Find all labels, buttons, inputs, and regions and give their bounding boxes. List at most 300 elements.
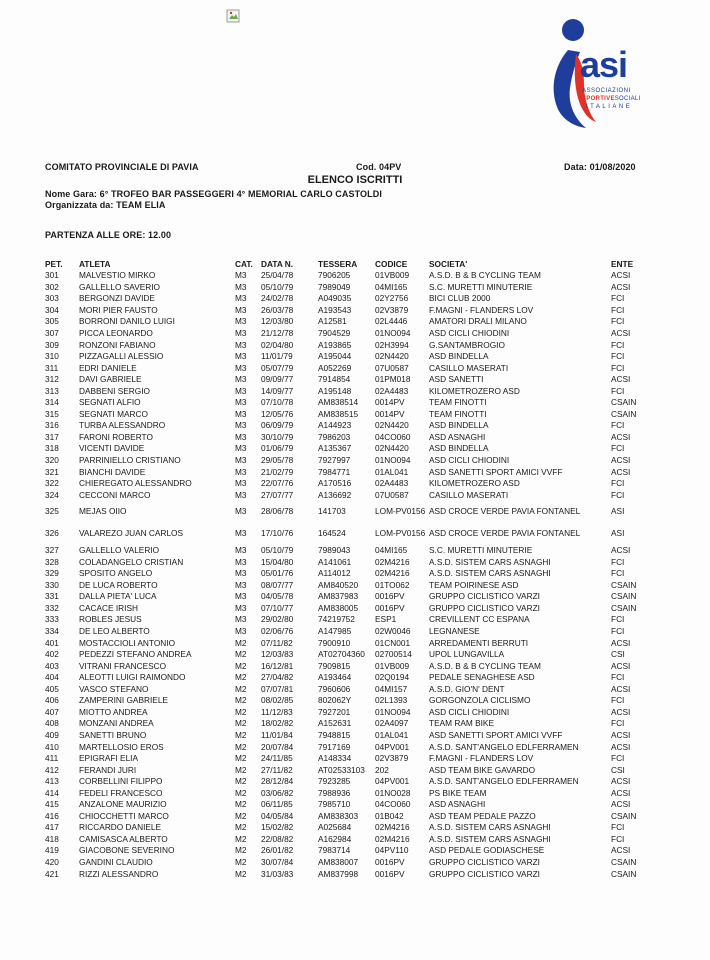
- cell-atleta: RIZZI ALESSANDRO: [79, 868, 159, 879]
- cell-data-nascita: 11/01/84: [261, 729, 293, 740]
- cell-pet: 411: [45, 753, 59, 764]
- cell-pet: 332: [45, 602, 59, 613]
- cell-codice: 04CO060: [375, 431, 411, 442]
- cell-tessera: 7948815: [318, 729, 351, 740]
- cell-codice: 01AL041: [375, 729, 409, 740]
- table-row: [45, 305, 665, 317]
- table-row: [45, 684, 665, 696]
- cell-societa: A.S.D. SISTEM CARS ASNAGHI: [429, 568, 551, 579]
- table-row: [45, 397, 665, 409]
- cell-codice: 01PM018: [375, 374, 411, 385]
- cell-codice: 02M4216: [375, 822, 410, 833]
- cell-codice: 02Q0194: [375, 672, 410, 683]
- cell-data-nascita: 29/05/78: [261, 455, 294, 466]
- cell-atleta: VICENTI DAVIDE: [79, 443, 145, 454]
- cell-atleta: MOSTACCIOLI ANTONIO: [79, 637, 176, 648]
- table-row: [45, 857, 665, 869]
- asi-logo-line3: ITALIANE: [586, 104, 633, 110]
- cell-societa: A.S.D. SISTEM CARS ASNAGHI: [429, 556, 551, 567]
- cell-ente: ACSI: [611, 637, 631, 648]
- cell-tessera: AM838007: [318, 856, 359, 867]
- organizer: Organizzata da: TEAM ELIA: [45, 200, 166, 210]
- cell-societa: F.MAGNI - FLANDERS LOV: [429, 753, 534, 764]
- table-row: [45, 764, 665, 776]
- cell-societa: UPOL LUNGAVILLA: [429, 649, 505, 660]
- cell-data-nascita: 05/01/76: [261, 568, 294, 579]
- cell-data-nascita: 11/12/83: [261, 706, 293, 717]
- cell-ente: ACSI: [611, 706, 631, 717]
- cell-ente: FCI: [611, 614, 625, 625]
- cell-data-nascita: 27/07/77: [261, 489, 294, 500]
- cell-pet: 401: [45, 637, 59, 648]
- asi-logo-line2b: SOCIALI: [614, 96, 641, 102]
- cell-ente: ACSI: [611, 270, 631, 281]
- cell-tessera: 7983714: [318, 845, 351, 856]
- cell-pet: 334: [45, 626, 59, 637]
- cell-tessera: 802062Y: [318, 695, 352, 706]
- cell-ente: ACSI: [611, 455, 631, 466]
- table-row: [45, 316, 665, 328]
- cell-societa: AMATORI DRALI MILANO: [429, 316, 527, 327]
- cell-tessera: 7904529: [318, 328, 351, 338]
- cell-cat: M3: [235, 556, 247, 567]
- cell-societa: ASD SANETTI SPORT AMICI VVFF: [429, 466, 563, 477]
- cell-ente: CSAIN: [611, 868, 637, 879]
- cell-data-nascita: 26/01/82: [261, 845, 294, 856]
- cell-societa: ASD TEAM BIKE GAVARDO: [429, 764, 536, 775]
- cell-cat: M3: [235, 579, 247, 590]
- cell-tessera: 7960606: [318, 683, 351, 694]
- table-row: [45, 695, 665, 707]
- cell-pet: 320: [45, 455, 59, 466]
- cell-codice: 02W0046: [375, 626, 411, 637]
- cell-pet: 331: [45, 591, 59, 602]
- cell-data-nascita: 30/07/84: [261, 856, 294, 867]
- cell-tessera: 7927201: [318, 706, 351, 717]
- cell-atleta: GALLELLO VALERIO: [79, 545, 160, 556]
- cell-codice: 02V3879: [375, 304, 409, 315]
- cell-codice: 01TO062: [375, 579, 410, 590]
- cell-codice: 02L1393: [375, 695, 408, 706]
- asi-logo: [546, 14, 656, 134]
- cell-atleta: DABBENI SERGIO: [79, 385, 151, 396]
- cell-pet: 418: [45, 833, 59, 844]
- cell-societa: S.C. MURETTI MINUTERIE: [429, 281, 533, 292]
- col-header-pet: PET.: [45, 259, 63, 269]
- table-row: [45, 672, 665, 684]
- cell-societa: ASD BINDELLA: [429, 351, 489, 362]
- table-header-row: [45, 258, 665, 270]
- cell-data-nascita: 01/06/79: [261, 443, 294, 454]
- cell-ente: FCI: [611, 362, 625, 373]
- cell-societa: ASD CICLI CHIODINI: [429, 328, 510, 338]
- cell-ente: FCI: [611, 478, 625, 489]
- cell-ente: FCI: [611, 718, 625, 729]
- cell-data-nascita: 08/07/77: [261, 579, 294, 590]
- cell-data-nascita: 05/10/79: [261, 281, 294, 292]
- cell-data-nascita: 22/07/76: [261, 478, 294, 489]
- cell-codice: 0016PV: [375, 591, 405, 602]
- table-body: [45, 270, 665, 880]
- cell-societa: ASD PEDALE GODIASCHESE: [429, 845, 545, 856]
- cell-ente: ACSI: [611, 787, 631, 798]
- cell-atleta: FARONI ROBERTO: [79, 431, 153, 442]
- cell-data-nascita: 06/09/79: [261, 420, 294, 431]
- cell-atleta: SPOSITO ANGELO: [79, 568, 153, 579]
- cell-data-nascita: 15/04/80: [261, 556, 294, 567]
- cell-cat: M2: [235, 810, 247, 821]
- cell-societa: ASD SANETTI: [429, 374, 484, 385]
- cell-societa: ARREDAMENTI BERRUTI: [429, 637, 529, 648]
- cell-ente: ACSI: [611, 660, 631, 671]
- cell-atleta: SEGNATI ALFIO: [79, 397, 141, 408]
- table-row: [45, 822, 665, 834]
- cell-pet: 324: [45, 489, 59, 500]
- cell-data-nascita: 07/10/78: [261, 397, 294, 408]
- cell-ente: FCI: [611, 304, 625, 315]
- cell-ente: FCI: [611, 753, 625, 764]
- cell-pet: 417: [45, 822, 59, 833]
- cell-atleta: CHIOCCHETTI MARCO: [79, 810, 169, 821]
- cell-ente: FCI: [611, 672, 625, 683]
- cell-codice: 01NO028: [375, 787, 411, 798]
- cell-pet: 327: [45, 545, 59, 556]
- cell-cat: M3: [235, 328, 247, 338]
- cell-pet: 407: [45, 706, 59, 717]
- cell-tessera: AT02533103: [318, 764, 365, 775]
- cell-ente: CSAIN: [611, 602, 637, 613]
- cell-societa: ASD CICLI CHIODINI: [429, 455, 510, 466]
- table-row: [45, 374, 665, 386]
- cell-ente: FCI: [611, 351, 625, 362]
- cell-ente: CSAIN: [611, 579, 637, 590]
- cell-atleta: BORRONI DANILO LUIGI: [79, 316, 175, 327]
- cell-cat: M2: [235, 637, 247, 648]
- cell-ente: FCI: [611, 293, 625, 304]
- cell-tessera: 7988936: [318, 787, 351, 798]
- cell-pet: 414: [45, 787, 59, 798]
- cell-codice: 01CN001: [375, 637, 411, 648]
- cell-pet: 406: [45, 695, 59, 706]
- table-row: [45, 501, 665, 523]
- cell-ente: FCI: [611, 626, 625, 637]
- table-row: [45, 707, 665, 719]
- cell-cat: M3: [235, 270, 247, 281]
- cell-tessera: 141703: [318, 506, 346, 517]
- cell-codice: 01NO094: [375, 706, 411, 717]
- cell-data-nascita: 28/06/78: [261, 506, 294, 517]
- cell-pet: 333: [45, 614, 59, 625]
- cell-pet: 307: [45, 328, 59, 338]
- cell-data-nascita: 02/06/76: [261, 626, 294, 637]
- table-row: [45, 466, 665, 478]
- table-row: [45, 626, 665, 638]
- table-row: [45, 328, 665, 340]
- cell-ente: ACSI: [611, 431, 631, 442]
- table-row: [45, 409, 665, 421]
- cell-ente: ACSI: [611, 683, 631, 694]
- cell-codice: 02A4483: [375, 478, 409, 489]
- cell-codice: 04PV001: [375, 776, 410, 787]
- cell-cat: M3: [235, 528, 247, 539]
- cell-ente: FCI: [611, 489, 625, 500]
- cell-codice: 04MI165: [375, 545, 408, 556]
- cell-societa: GRUPPO CICLISTICO VARZI: [429, 602, 540, 613]
- cell-atleta: ROBLES JESUS: [79, 614, 142, 625]
- cell-pet: 328: [45, 556, 59, 567]
- cell-tessera: A12581: [318, 316, 347, 327]
- cell-societa: PEDALE SENAGHESE ASD: [429, 672, 535, 683]
- cell-pet: 314: [45, 397, 59, 408]
- list-date: Data: 01/08/2020: [564, 162, 636, 172]
- table-row: [45, 293, 665, 305]
- cell-data-nascita: 07/11/82: [261, 637, 293, 648]
- cell-ente: FCI: [611, 695, 625, 706]
- cell-societa: LEGNANESE: [429, 626, 480, 637]
- cell-cat: M3: [235, 626, 247, 637]
- cell-codice: 02V3879: [375, 753, 409, 764]
- cell-pet: 330: [45, 579, 59, 590]
- cell-data-nascita: 26/03/78: [261, 304, 294, 315]
- table-row: [45, 270, 665, 282]
- cell-pet: 310: [45, 351, 59, 362]
- cell-data-nascita: 05/10/79: [261, 545, 294, 556]
- cell-data-nascita: 15/02/82: [261, 822, 294, 833]
- cell-cat: M3: [235, 545, 247, 556]
- cell-data-nascita: 16/12/81: [261, 660, 294, 671]
- cell-societa: GRUPPO CICLISTICO VARZI: [429, 856, 540, 867]
- col-header-ente: ENTE: [611, 259, 634, 269]
- cell-pet: 325: [45, 506, 59, 517]
- cell-ente: FCI: [611, 339, 625, 350]
- cell-tessera: AT02704360: [318, 649, 365, 660]
- table-row: [45, 614, 665, 626]
- cell-atleta: VITRANI FRANCESCO: [79, 660, 167, 671]
- cell-codice: 0014PV: [375, 397, 405, 408]
- asi-logo-text: asi: [580, 44, 628, 85]
- cell-pet: 410: [45, 741, 59, 752]
- cell-societa: ASD SANETTI SPORT AMICI VVFF: [429, 729, 563, 740]
- cell-societa: TEAM RAM BIKE: [429, 718, 495, 729]
- cell-atleta: DAVI GABRIELE: [79, 374, 142, 385]
- cell-societa: A.S.D. GIO'N' DENT: [429, 683, 505, 694]
- cell-atleta: EPIGRAFI ELIA: [79, 753, 139, 764]
- cell-pet: 305: [45, 316, 59, 327]
- cell-atleta: CORBELLINI FILIPPO: [79, 776, 163, 787]
- start-time: PARTENZA ALLE ORE: 12.00: [45, 230, 172, 240]
- table-row: [45, 718, 665, 730]
- cell-cat: M2: [235, 868, 247, 879]
- cell-ente: FCI: [611, 443, 625, 454]
- cell-cat: M3: [235, 385, 247, 396]
- cell-data-nascita: 20/07/84: [261, 741, 294, 752]
- cell-codice: 04CO060: [375, 799, 411, 810]
- cell-atleta: MALVESTIO MIRKO: [79, 270, 156, 281]
- table-row: [45, 432, 665, 444]
- cell-cat: M2: [235, 753, 247, 764]
- cell-tessera: 7927997: [318, 455, 351, 466]
- cell-codice: 07U0587: [375, 362, 409, 373]
- col-header-tessera: TESSERA: [318, 259, 358, 269]
- cell-societa: A.S.D. SISTEM CARS ASNAGHI: [429, 833, 551, 844]
- cell-pet: 402: [45, 649, 59, 660]
- cell-societa: ASD BINDELLA: [429, 420, 489, 431]
- cell-data-nascita: 22/08/82: [261, 833, 294, 844]
- cell-pet: 421: [45, 868, 59, 879]
- cell-data-nascita: 06/11/85: [261, 799, 293, 810]
- cell-atleta: CHIEREGATO ALESSANDRO: [79, 478, 192, 489]
- cell-cat: M3: [235, 602, 247, 613]
- cell-cat: M2: [235, 672, 247, 683]
- cell-data-nascita: 21/02/79: [261, 466, 294, 477]
- table-row: [45, 568, 665, 580]
- cell-atleta: SANETTI BRUNO: [79, 729, 147, 740]
- cell-codice: 02Y2756: [375, 293, 409, 304]
- cell-ente: CSAIN: [611, 810, 637, 821]
- cell-codice: 04MI165: [375, 281, 408, 292]
- table-row: [45, 834, 665, 846]
- cell-ente: FCI: [611, 385, 625, 396]
- cell-atleta: MARTELLOSIO EROS: [79, 741, 164, 752]
- table-row: [45, 489, 665, 501]
- cell-tessera: 74219752: [318, 614, 355, 625]
- cell-codice: LOM-PV0156: [375, 506, 426, 517]
- cell-codice: 01NO094: [375, 328, 411, 338]
- cell-pet: 415: [45, 799, 59, 810]
- cell-pet: 317: [45, 431, 59, 442]
- col-header-codice: CODICE: [375, 259, 408, 269]
- cell-codice: 02N4420: [375, 420, 409, 431]
- cell-data-nascita: 08/02/85: [261, 695, 294, 706]
- cell-codice: 02L4446: [375, 316, 408, 327]
- cell-atleta: CAMISASCA ALBERTO: [79, 833, 168, 844]
- cell-codice: 04PV110: [375, 845, 409, 856]
- cell-pet: 322: [45, 478, 59, 489]
- table-row: [45, 787, 665, 799]
- cell-ente: CSAIN: [611, 591, 637, 602]
- cell-pet: 420: [45, 856, 59, 867]
- cell-data-nascita: 21/12/78: [261, 328, 294, 338]
- cell-pet: 403: [45, 660, 59, 671]
- registrations-table: [45, 258, 665, 880]
- cell-atleta: CECCONI MARCO: [79, 489, 151, 500]
- cell-tessera: AM837998: [318, 868, 359, 879]
- cell-pet: 409: [45, 729, 59, 740]
- cell-cat: M2: [235, 729, 247, 740]
- cell-cat: M3: [235, 506, 247, 517]
- cell-tessera: AM837983: [318, 591, 359, 602]
- cell-codice: 02A4483: [375, 385, 409, 396]
- cell-codice: 02A4097: [375, 718, 409, 729]
- cell-tessera: A136692: [318, 489, 352, 500]
- cell-cat: M3: [235, 420, 247, 431]
- cell-data-nascita: 07/07/81: [261, 683, 294, 694]
- cell-tessera: A170516: [318, 478, 352, 489]
- cell-tessera: A049035: [318, 293, 352, 304]
- cell-societa: KILOMETROZERO ASD: [429, 385, 520, 396]
- cell-ente: FCI: [611, 316, 625, 327]
- table-row: [45, 649, 665, 661]
- cell-codice: 01NO094: [375, 455, 411, 466]
- cell-tessera: A193543: [318, 304, 352, 315]
- table-row: [45, 362, 665, 374]
- cell-data-nascita: 27/04/82: [261, 672, 294, 683]
- cell-ente: FCI: [611, 420, 625, 431]
- cell-tessera: A195044: [318, 351, 352, 362]
- table-row: [45, 339, 665, 351]
- cell-ente: FCI: [611, 556, 625, 567]
- table-row: [45, 603, 665, 615]
- cell-pet: 408: [45, 718, 59, 729]
- cell-tessera: AM838005: [318, 602, 359, 613]
- cell-tessera: A193464: [318, 672, 352, 683]
- cell-societa: ASD CROCE VERDE PAVIA FONTANEL: [429, 506, 581, 517]
- table-row: [45, 637, 665, 649]
- cell-cat: M2: [235, 799, 247, 810]
- table-row: [45, 741, 665, 753]
- cell-data-nascita: 12/05/76: [261, 408, 294, 419]
- cell-ente: ACSI: [611, 845, 631, 856]
- cell-ente: CSAIN: [611, 856, 637, 867]
- cell-pet: 302: [45, 281, 59, 292]
- cell-codice: 01B042: [375, 810, 404, 821]
- cell-data-nascita: 09/09/77: [261, 374, 294, 385]
- table-row: [45, 799, 665, 811]
- cell-data-nascita: 24/11/85: [261, 753, 293, 764]
- cell-ente: FCI: [611, 568, 625, 579]
- cell-ente: ACSI: [611, 374, 631, 385]
- cell-cat: M3: [235, 478, 247, 489]
- cell-atleta: SEGNATI MARCO: [79, 408, 148, 419]
- cell-societa: A.S.D. SISTEM CARS ASNAGHI: [429, 822, 551, 833]
- cell-data-nascita: 11/01/79: [261, 351, 293, 362]
- cell-atleta: ZAMPERINI GABRIELE: [79, 695, 168, 706]
- cell-cat: M2: [235, 718, 247, 729]
- cell-ente: FCI: [611, 833, 625, 844]
- cell-codice: 02H3994: [375, 339, 409, 350]
- cell-data-nascita: 30/10/79: [261, 431, 294, 442]
- cell-codice: 02N4420: [375, 351, 409, 362]
- cell-societa: GRUPPO CICLISTICO VARZI: [429, 591, 540, 602]
- cell-atleta: PEDEZZI STEFANO ANDREA: [79, 649, 192, 660]
- cell-atleta: TURBA ALESSANDRO: [79, 420, 166, 431]
- cell-cat: M2: [235, 660, 247, 671]
- cell-atleta: GANDINI CLAUDIO: [79, 856, 153, 867]
- cell-pet: 405: [45, 683, 59, 694]
- table-row: [45, 455, 665, 467]
- cell-cat: M3: [235, 374, 247, 385]
- cell-codice: 0016PV: [375, 868, 405, 879]
- cell-cat: M3: [235, 455, 247, 466]
- cell-tessera: AM838303: [318, 810, 359, 821]
- committee-code: Cod. 04PV: [356, 162, 402, 172]
- cell-atleta: FERANDI JURI: [79, 764, 137, 775]
- table-row: [45, 753, 665, 765]
- cell-cat: M3: [235, 568, 247, 579]
- cell-atleta: MONZANI ANDREA: [79, 718, 154, 729]
- cell-tessera: AM840520: [318, 579, 359, 590]
- table-row: [45, 351, 665, 363]
- cell-atleta: FEDELI FRANCESCO: [79, 787, 163, 798]
- table-row: [45, 443, 665, 455]
- table-row: [45, 845, 665, 857]
- cell-cat: M2: [235, 787, 247, 798]
- cell-pet: 316: [45, 420, 59, 431]
- table-row: [45, 385, 665, 397]
- cell-societa: TEAM FINOTTI: [429, 408, 487, 419]
- cell-ente: ACSI: [611, 466, 631, 477]
- cell-societa: F.MAGNI - FLANDERS LOV: [429, 304, 534, 315]
